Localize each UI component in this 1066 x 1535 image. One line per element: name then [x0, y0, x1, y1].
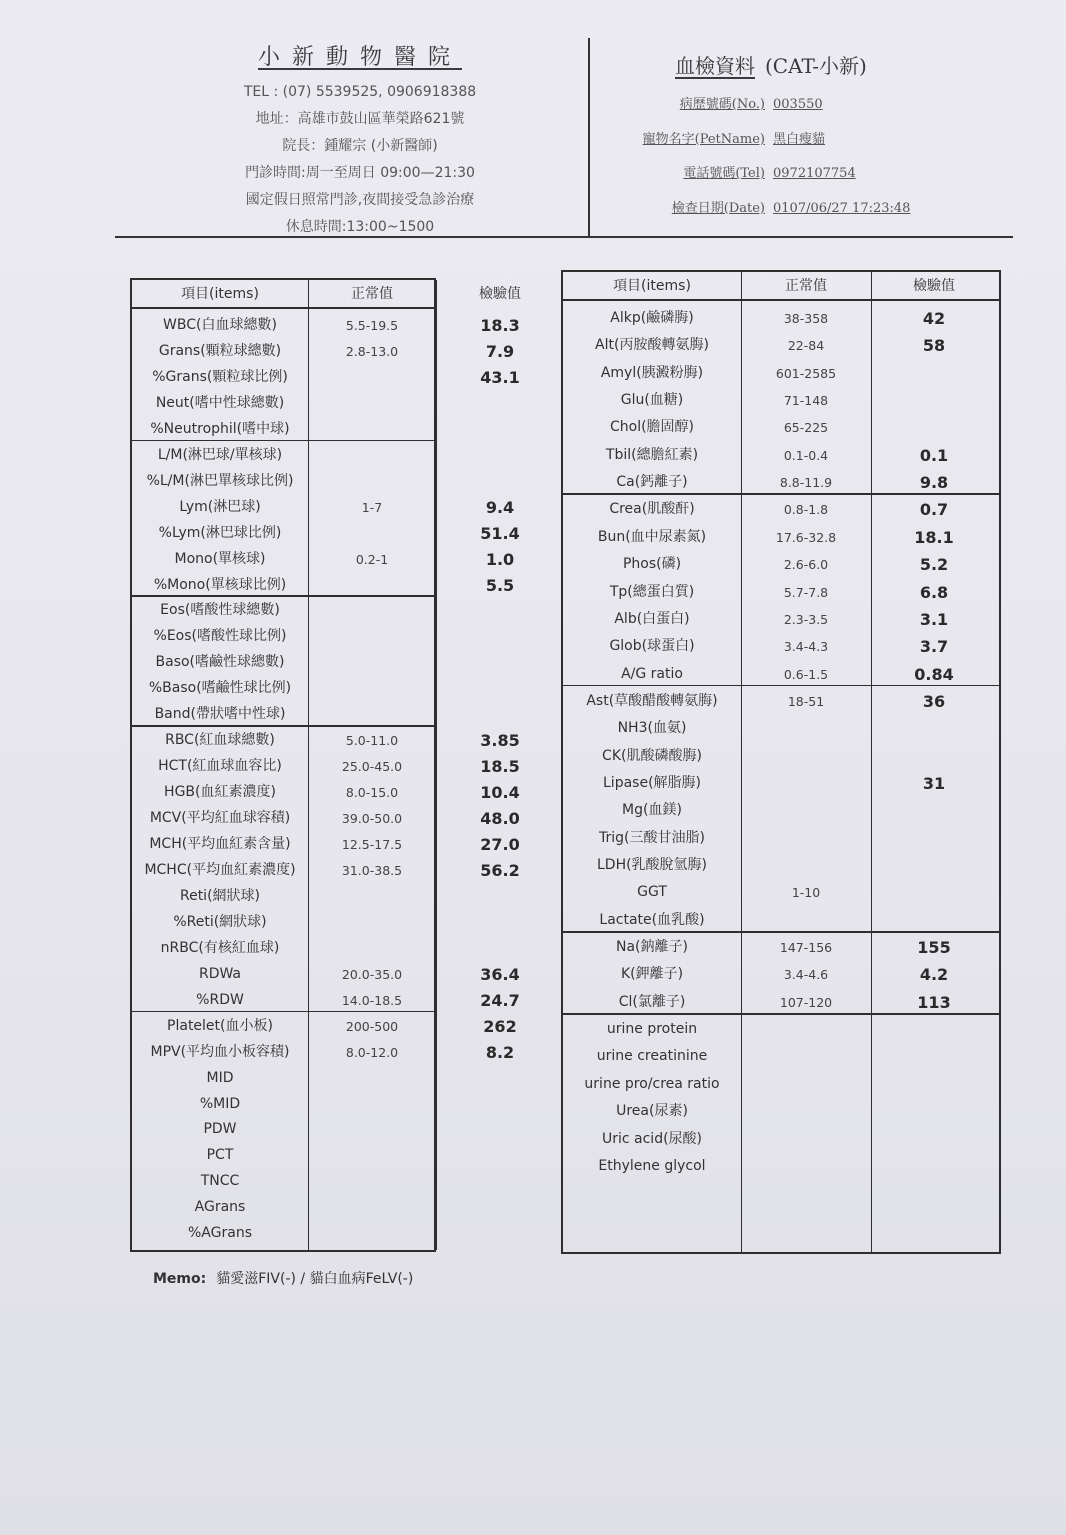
row-item: MPV(平均血小板容積)	[150, 1043, 290, 1060]
row-item: %Baso(嗜鹼性球比例)	[148, 680, 292, 697]
field-record-no	[630, 93, 910, 128]
row-item: Amyl(胰澱粉脢)	[600, 364, 704, 381]
row-item: Glu(血糖)	[620, 392, 684, 409]
row-item: Phos(磷)	[622, 556, 682, 573]
row-result: 56.2	[480, 860, 520, 880]
row-item: %AGrans	[188, 1225, 252, 1242]
row-result: 31	[922, 773, 946, 793]
row-normal: 3.4-4.6	[783, 967, 829, 983]
row-normal: 38-358	[783, 311, 829, 326]
header-divider	[588, 38, 590, 238]
row-item: Ethylene glycol	[598, 1157, 706, 1174]
row-item: Mg(血鎂)	[622, 802, 682, 819]
row-item: TNCC	[200, 1173, 240, 1190]
row-item: %Mono(單核球比例)	[153, 576, 287, 593]
memo-label: Memo:	[153, 1271, 207, 1287]
row-normal: 2.3-3.5	[783, 611, 829, 627]
row-result: 3.7	[919, 637, 949, 657]
row-normal: 2.8-13.0	[345, 343, 399, 359]
row-item: K(鉀離子)	[620, 966, 684, 983]
row-item: %RDW	[196, 991, 244, 1008]
row-item: Urea(尿素)	[616, 1103, 688, 1120]
field-label: 檢查日期(Date)	[671, 200, 765, 216]
row-item: Tp(總蛋白質)	[609, 583, 695, 600]
field-date	[630, 197, 910, 232]
row-normal: 0.8-1.8	[783, 502, 829, 518]
row-normal: 8.8-11.9	[779, 475, 833, 491]
field-pet-name	[630, 128, 910, 163]
row-result: 0.7	[919, 500, 949, 520]
clinic-break: 休息時間:13:00~1500	[285, 219, 435, 235]
row-item: MCV(平均紅血球容積)	[149, 810, 291, 827]
row-item: %Reti(網狀球)	[173, 913, 267, 930]
header-result: 檢驗值	[479, 286, 521, 302]
row-normal: 65-225	[783, 420, 829, 436]
row-item: Ca(鈣離子)	[616, 474, 688, 491]
header-rule	[132, 307, 434, 309]
report-title-text: 血檢資料	[675, 54, 755, 78]
row-item: %MID	[199, 1095, 241, 1112]
row-result: 18.5	[480, 757, 520, 777]
row-item: Alkp(鹼磷脢)	[610, 310, 694, 326]
header-item: 項目(items)	[181, 286, 259, 302]
row-result: 6.8	[919, 582, 949, 602]
row-result: 36.4	[480, 964, 520, 984]
row-normal: 25.0-45.0	[341, 759, 403, 775]
row-result: 43.1	[480, 367, 520, 387]
row-item: HCT(紅血球血容比)	[158, 758, 282, 775]
row-item: Cl(氯離子)	[618, 993, 686, 1010]
memo-text: 貓愛滋FIV(-) / 貓白血病FeLV(-)	[216, 1271, 414, 1287]
row-normal: 5.5-19.5	[345, 318, 399, 333]
row-item: Lipase(解脂脢)	[603, 774, 701, 791]
row-normal: 1-7	[361, 499, 383, 515]
row-normal: 107-120	[779, 994, 833, 1010]
row-item: Trig(三酸甘油脂)	[599, 829, 705, 846]
row-item: Eos(嗜酸性球總數)	[160, 602, 280, 619]
row-result: 5.2	[919, 555, 949, 575]
row-normal: 20.0-35.0	[341, 966, 403, 982]
row-item: RBC(紅血球總數)	[165, 732, 275, 749]
row-item: Crea(肌酸酐)	[609, 501, 695, 518]
row-normal: 39.0-50.0	[341, 811, 403, 827]
row-result: 10.4	[480, 783, 520, 803]
field-value: 003550	[773, 97, 823, 112]
clinic-holiday: 國定假日照常門診,夜間接受急診治療	[245, 192, 475, 208]
row-result: 18.3	[480, 316, 520, 335]
field-label: 病歷號碼(No.)	[679, 97, 765, 112]
row-item: Na(鈉離子)	[616, 939, 688, 956]
row-item: MID	[206, 1069, 234, 1086]
report-info	[630, 50, 910, 231]
header-normal: 正常值	[785, 278, 827, 294]
row-item: MCHC(平均血紅素濃度)	[144, 861, 296, 878]
row-item: Grans(顆粒球總數)	[158, 342, 282, 359]
row-result: 3.1	[919, 609, 949, 629]
memo	[153, 1268, 413, 1288]
row-item: NH3(血氨)	[617, 720, 687, 737]
row-item: Lactate(血乳酸)	[599, 911, 705, 928]
header-item: 項目(items)	[613, 278, 691, 294]
row-result: 24.7	[480, 990, 520, 1010]
row-normal: 1-10	[791, 885, 821, 901]
row-item: Platelet(血小板)	[167, 1017, 273, 1034]
row-item: Reti(網狀球)	[179, 887, 260, 904]
row-normal: 17.6-32.8	[775, 529, 837, 545]
clinic-hours: 門診時間:周一至周日 09:00—21:30	[245, 165, 475, 181]
clinic-address: 地址：高雄市鼓山區華榮路621號	[255, 111, 465, 127]
header-result: 檢驗值	[913, 278, 955, 294]
clinic-info	[200, 40, 520, 241]
row-result: 51.4	[480, 523, 520, 543]
row-result: 3.85	[480, 731, 520, 751]
header-rule	[115, 236, 1013, 238]
row-normal: 8.0-15.0	[345, 785, 399, 801]
row-item: urine creatinine	[596, 1048, 708, 1065]
row-item: Band(帶狀嗜中性球)	[154, 706, 286, 723]
row-result: 36	[922, 691, 946, 711]
row-item: AGrans	[194, 1199, 246, 1216]
row-result: 18.1	[914, 527, 954, 547]
row-result: 4.2	[919, 965, 949, 985]
row-result: 42	[922, 309, 946, 328]
row-item: Neut(嗜中性球總數)	[155, 394, 285, 411]
row-item: Bun(血中尿素氮)	[597, 528, 707, 545]
row-normal: 147-156	[779, 940, 833, 956]
row-result: 262	[483, 1016, 517, 1036]
field-value: 0972107754	[773, 166, 856, 181]
clinic-tel: TEL : (07) 5539525, 0906918388	[243, 84, 477, 100]
row-item: Baso(嗜鹼性球總數)	[155, 654, 285, 671]
clinic-director: 院長：鍾耀宗 (小新醫師)	[282, 138, 438, 154]
row-item: Glob(球蛋白)	[609, 638, 695, 655]
row-result: 155	[917, 938, 951, 958]
row-normal: 8.0-12.0	[345, 1044, 399, 1060]
row-item: urine pro/crea ratio	[584, 1075, 720, 1092]
row-result: 58	[922, 336, 946, 356]
row-result: 1.0	[485, 549, 515, 569]
row-result: 8.2	[485, 1042, 515, 1062]
row-item: Ast(草酸醋酸轉氨脢)	[586, 692, 718, 709]
row-result: 48.0	[480, 809, 520, 829]
report-title	[675, 50, 910, 79]
row-item: %Grans(顆粒球比例)	[152, 368, 288, 385]
header-rule	[563, 299, 999, 301]
row-item: WBC(白血球總數)	[163, 317, 277, 333]
row-item: urine protein	[606, 1021, 698, 1038]
row-normal: 0.6-1.5	[783, 666, 829, 682]
row-result: 0.1	[919, 445, 949, 465]
chemistry-table	[561, 270, 1001, 1254]
row-normal: 5.0-11.0	[345, 733, 399, 749]
row-result: 5.5	[485, 575, 515, 595]
row-item: GGT	[637, 884, 667, 901]
row-item: %L/M(淋巴單核球比例)	[146, 472, 294, 489]
field-value: 0107/06/27 17:23:48	[773, 200, 911, 216]
row-item: %Neutrophil(嗜中球)	[150, 420, 290, 437]
row-item: Mono(單核球)	[174, 550, 266, 567]
row-item: Lym(淋巴球)	[179, 498, 261, 515]
row-item: Uric acid(尿酸)	[601, 1130, 703, 1147]
row-result: 113	[917, 992, 951, 1012]
row-item: %Lym(淋巴球比例)	[158, 524, 282, 541]
row-normal: 601-2585	[775, 365, 837, 381]
row-item: A/G ratio	[621, 665, 683, 682]
column-divider	[871, 272, 872, 1252]
row-normal: 3.4-4.3	[783, 639, 829, 655]
row-result: 7.9	[485, 341, 515, 361]
row-item: MCH(平均血紅素含量)	[149, 836, 291, 852]
row-normal: 0.1-0.4	[783, 447, 829, 463]
row-result: 0.84	[914, 664, 954, 684]
row-normal: 2.6-6.0	[783, 557, 829, 573]
field-label: 電話號碼(Tel)	[683, 166, 765, 181]
row-normal: 18-51	[787, 693, 825, 709]
row-normal: 71-148	[783, 393, 829, 409]
row-item: Tbil(總膽紅素)	[605, 446, 699, 463]
row-normal: 22-84	[787, 338, 825, 354]
row-item: nRBC(有核紅血球)	[160, 939, 280, 956]
row-item: Alt(丙胺酸轉氨脢)	[595, 337, 709, 354]
row-item: CK(肌酸磷酸脢)	[602, 747, 702, 764]
row-normal: 31.0-38.5	[341, 862, 403, 878]
hematology-table	[130, 278, 521, 1252]
header-normal: 正常值	[351, 286, 393, 302]
field-value: 黑白瘦貓	[773, 131, 826, 147]
row-normal: 14.0-18.5	[341, 992, 403, 1008]
report-subtitle: (CAT-小新)	[765, 54, 867, 78]
row-normal: 200-500	[345, 1018, 399, 1034]
row-result: 27.0	[480, 835, 520, 854]
row-normal: 12.5-17.5	[341, 837, 403, 852]
row-item: LDH(乳酸脫氫脢)	[596, 857, 708, 873]
row-normal: 0.2-1	[355, 551, 389, 567]
field-label: 寵物名字(PetName)	[642, 131, 765, 147]
row-item: Alb(白蛋白)	[614, 610, 690, 627]
row-item: Chol(膽固醇)	[609, 419, 695, 436]
row-item: L/M(淋巴球/單核球)	[157, 446, 283, 463]
row-result: 9.4	[485, 497, 515, 517]
clinic-name: 小新動物醫院	[257, 45, 462, 70]
row-item: HGB(血紅素濃度)	[164, 784, 276, 801]
row-item: PCT	[206, 1147, 234, 1164]
row-item: RDWa	[198, 965, 242, 982]
row-normal: 5.7-7.8	[783, 584, 829, 600]
row-item: PDW	[203, 1121, 237, 1138]
field-phone	[630, 162, 910, 197]
row-result: 9.8	[919, 473, 949, 493]
row-item: %Eos(嗜酸性球比例)	[153, 628, 287, 645]
